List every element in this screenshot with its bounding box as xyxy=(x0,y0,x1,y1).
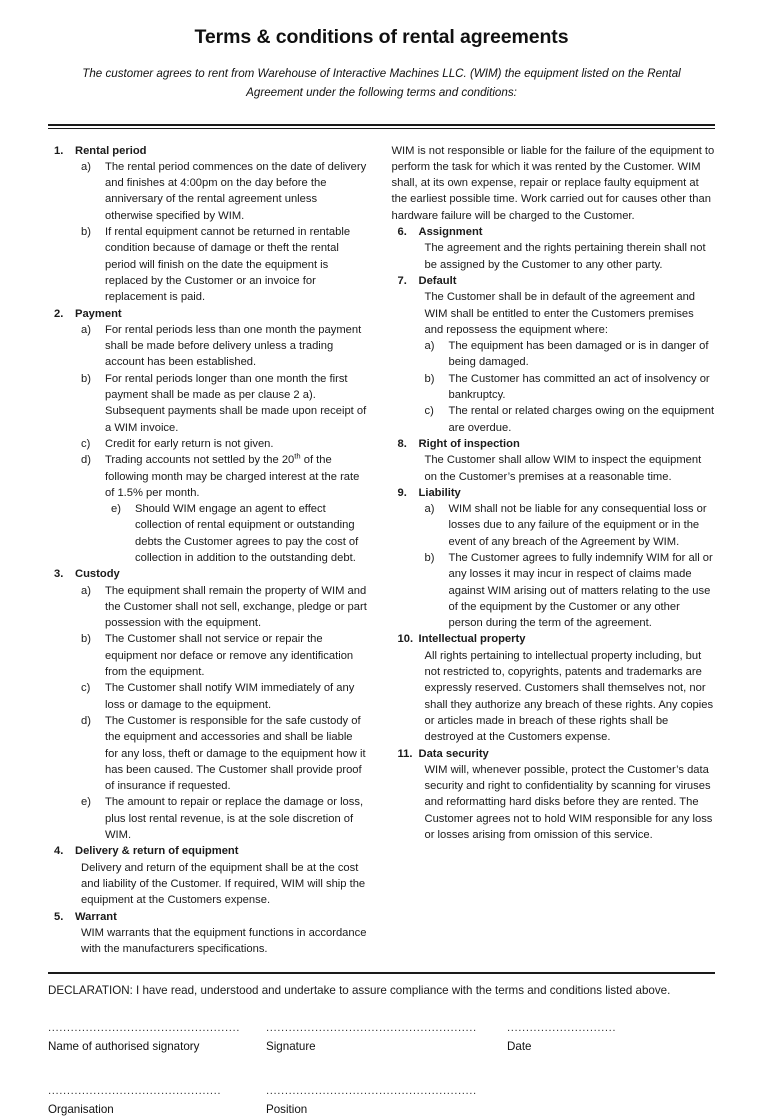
clause-7-number: 7. xyxy=(397,274,407,287)
declaration-divider xyxy=(48,972,715,974)
clause-8-number: 8. xyxy=(397,437,407,450)
clause-10-number: 10. xyxy=(397,633,414,646)
clause-3-item-d xyxy=(81,713,368,794)
clause-5-number: 5. xyxy=(54,910,64,923)
clause-1-title: Rental period xyxy=(75,144,147,157)
right-column xyxy=(382,143,716,958)
clause-1-item-b-text: If rental equipment cannot be returned in rentable condition because of damage or theft the rental period will finish on the date the equipment is replaced by the Customer or an invoice for replacement is paid. xyxy=(105,226,351,304)
clause-2-item-d-letter: d) xyxy=(81,454,91,467)
clause-7-item-b xyxy=(425,371,716,404)
clause-6-number: 6. xyxy=(397,226,407,239)
clause-2-item-a-letter: a) xyxy=(81,323,91,336)
clause-3-item-b xyxy=(81,631,368,680)
clause-1-item-a xyxy=(81,159,368,224)
clause-4-body: Delivery and return of the equipment shall be at the cost and liability of the Customer. If required, WIM will ship the equipment at the Customers expense. xyxy=(81,861,366,907)
clause-3-item-e-letter: e) xyxy=(81,796,91,809)
clause-9-item-a xyxy=(425,501,716,550)
clause-9-item-b-text: The Customer agrees to fully indemnify WIM for all or any losses it may incur in respect of claims made against WIM arising out of matters relating to the use of the equipment by the Customer or any other person during the term of the agreement. xyxy=(448,551,713,630)
clause-7-item-b-text: The Customer has committed an act of insolvency or bankruptcy. xyxy=(448,372,710,402)
clause-8-title: Right of inspection xyxy=(418,437,520,450)
clause-5 xyxy=(48,909,368,925)
clause-2-item-c xyxy=(81,436,368,452)
position-label: Position xyxy=(266,1102,308,1116)
signature-field[interactable] xyxy=(266,1022,507,1053)
clause-7-item-c xyxy=(425,403,716,436)
signatory-name-line: ................................................... xyxy=(48,1021,240,1034)
clause-1-item-b-letter: b) xyxy=(81,226,91,239)
header-divider xyxy=(48,124,715,129)
declaration-text: DECLARATION: I have read, understood and undertake to assure compliance with the terms and conditions listed above. xyxy=(48,984,671,998)
clause-9-item-a-text: WIM shall not be liable for any consequential loss or losses due to any failure of the equipment or in the event of any breach of the Agreement by WIM. xyxy=(448,503,707,548)
date-line: ............................. xyxy=(507,1021,617,1034)
clause-9-item-a-letter: a) xyxy=(424,503,435,516)
clause-7-item-a-text: The equipment has been damaged or is in danger of being damaged. xyxy=(448,340,709,369)
clause-9 xyxy=(392,485,716,501)
left-column xyxy=(48,143,382,958)
clause-2-number: 2. xyxy=(54,307,64,320)
clause-2-item-b-text: For rental periods longer than one month the first payment shall be made as per clause 2 a). Subsequent payments shall be made upon receipt of a WIM invoice. xyxy=(105,372,367,434)
clause-4 xyxy=(48,843,368,859)
signatory-name-field[interactable] xyxy=(48,1022,266,1053)
clause-2-item-d-text-part1: Trading accounts not settled by the 20 xyxy=(105,454,295,467)
clause-5-body: WIM warrants that the equipment functions in accordance with the manufacturers specifications. xyxy=(81,926,367,956)
clause-7-item-a xyxy=(425,338,716,371)
clause-9-title: Liability xyxy=(418,486,461,499)
clause-2-item-a xyxy=(81,322,368,371)
clause-7-item-b-letter: b) xyxy=(424,372,435,385)
clause-3-item-c-letter: c) xyxy=(81,682,91,695)
clause-3-item-d-letter: d) xyxy=(81,714,91,727)
clause-10 xyxy=(392,631,716,647)
clause-2 xyxy=(48,306,368,322)
clause-9-number: 9. xyxy=(397,486,407,499)
signature-row-1 xyxy=(48,1022,715,1053)
clause-3-item-b-text: The Customer shall not service or repair the equipment nor deface or remove any identification from the equipment. xyxy=(105,633,354,679)
clause-9-item-b xyxy=(425,550,716,631)
date-field[interactable] xyxy=(507,1022,667,1053)
clause-1 xyxy=(48,143,368,159)
clause-1-number: 1. xyxy=(54,144,64,157)
clause-2-item-b-letter: b) xyxy=(81,372,91,385)
clause-2-item-d-ordinal-suffix: th xyxy=(294,451,301,461)
clause-11-title: Data security xyxy=(418,747,489,760)
clause-3-item-d-text: The Customer is responsible for the safe custody of the equipment and accessories and shall be liable for any loss, theft or damage to the equipment how it has been caused. The Customer shall provide proof of insurance if requested. xyxy=(105,714,366,793)
clause-3-title: Custody xyxy=(75,568,120,581)
clause-7-item-a-letter: a) xyxy=(424,340,435,353)
clause-10-title: Intellectual property xyxy=(418,633,526,646)
clause-7-item-c-letter: c) xyxy=(424,405,434,418)
clause-10-body: All rights pertaining to intellectual property including, but not restricted to, copyrights, patents and trademarks are expressly reserved. Customers shall themselves not, nor shall they authorize any breach of these rights. Any copies or articles made in breach of these rights shall be destroyed at the Customers expense. xyxy=(424,649,714,744)
signature-row-2 xyxy=(48,1053,715,1116)
clause-2-item-a-text: For rental periods less than one month the payment shall be made before delivery unless a trading account has been established. xyxy=(105,323,362,369)
clause-3-item-c-text: The Customer shall notify WIM immediately of any loss or damage to the equipment. xyxy=(105,682,355,711)
clause-11-number: 11. xyxy=(397,747,413,760)
organisation-field[interactable] xyxy=(48,1085,266,1116)
clause-4-number: 4. xyxy=(54,845,64,858)
organisation-label: Organisation xyxy=(48,1102,114,1116)
clause-3-item-b-letter: b) xyxy=(81,633,91,646)
terms-columns xyxy=(48,143,715,958)
clause-2-item-c-text: Credit for early return is not given. xyxy=(105,437,274,450)
clause-11 xyxy=(392,746,716,762)
clause-4-title: Delivery & return of equipment xyxy=(75,845,239,858)
clause-8-body: The Customer shall allow WIM to inspect the equipment on the Customer’s premises at a reasonable time. xyxy=(424,454,702,483)
page-title: Terms & conditions of rental agreements xyxy=(194,26,569,48)
clause-1-item-b xyxy=(81,224,368,305)
clause-3-number: 3. xyxy=(54,568,64,581)
date-label: Date xyxy=(507,1039,532,1053)
clause-2-item-e-text: Should WIM engage an agent to effect collection of rental equipment or outstanding debts the Customer agrees to pay the cost of collection in addition to the outstanding debt. xyxy=(135,503,359,564)
clause-7-body: The Customer shall be in default of the agreement and WIM shall be entitled to enter the Customers premises and repossess the equipment where: xyxy=(424,291,696,336)
clause-3-item-e xyxy=(81,794,368,843)
clause-2-item-c-letter: c) xyxy=(81,437,91,450)
clause-1-item-a-text: The rental period commences on the date of delivery and finishes at 4:00pm on the day before the anniversary of the rental agreement unless otherwise specified by WIM. xyxy=(105,160,367,222)
clause-2-item-d-text-part2: of the following month may be charged interest at the rate of 1.5% per month. xyxy=(105,454,360,499)
clause-2-item-e-letter: e) xyxy=(111,503,121,516)
clause-7-item-c-text: The rental or related charges owing on the equipment are overdue. xyxy=(448,405,715,434)
clause-6 xyxy=(392,224,716,240)
signature-line: ........................................................ xyxy=(266,1021,477,1034)
clause-11-body: WIM will, whenever possible, protect the Customer’s data security and right to confidentiality by scanning for viruses and reformatting hard disks before they are rented. The Customer agrees not to hold WIM responsible for any loss or losses arising from omission of this service. xyxy=(424,763,713,842)
clause-2-title: Payment xyxy=(75,307,122,320)
clause-9-item-b-letter: b) xyxy=(424,551,435,564)
position-field[interactable] xyxy=(266,1085,507,1116)
clause-7 xyxy=(392,273,716,289)
clause-3-item-c xyxy=(81,680,368,713)
organisation-line: .............................................. xyxy=(48,1084,222,1097)
clause-3-item-a-text: The equipment shall remain the property of WIM and the Customer shall not sell, exchange, pledge or part possession with the equipment. xyxy=(105,584,367,630)
clause-3-item-e-text: The amount to repair or replace the damage or loss, plus lost rental revenue, is at the sole discretion of WIM. xyxy=(105,796,364,842)
clause-1-item-a-letter: a) xyxy=(81,160,91,173)
clause-6-title: Assignment xyxy=(418,226,483,239)
clause-5-body-continued: WIM is not responsible or liable for the failure of the equipment to perform the task for which it was rented by the Customer. WIM shall, at its own expense, repair or replace faulty equipment at the earliest possible time. Work carried out for causes other than hardware failure will be charged to the Customer. xyxy=(391,144,715,222)
position-line: ........................................................ xyxy=(266,1084,477,1097)
signature-label: Signature xyxy=(266,1039,316,1053)
clause-2-item-e xyxy=(111,501,368,566)
clause-3-item-a xyxy=(81,583,368,632)
clause-6-body: The agreement and the rights pertaining therein shall not be assigned by the Customer to any other party. xyxy=(424,242,706,271)
clause-8 xyxy=(392,436,716,452)
clause-2-item-d-text xyxy=(105,452,368,501)
document-subtitle: The customer agrees to rent from Warehouse of Interactive Machines LLC. (WIM) the equipment listed on the Rental Agreement under the following terms and conditions: xyxy=(82,67,681,99)
clause-3-item-a-letter: a) xyxy=(81,584,91,597)
clause-2-item-b xyxy=(81,371,368,436)
clause-7-title: Default xyxy=(418,274,457,287)
signatory-name-label: Name of authorised signatory xyxy=(48,1039,200,1053)
clause-5-title: Warrant xyxy=(75,910,117,923)
clause-2-item-d xyxy=(81,452,368,501)
signature-block xyxy=(48,1000,715,1116)
clause-3 xyxy=(48,566,368,582)
